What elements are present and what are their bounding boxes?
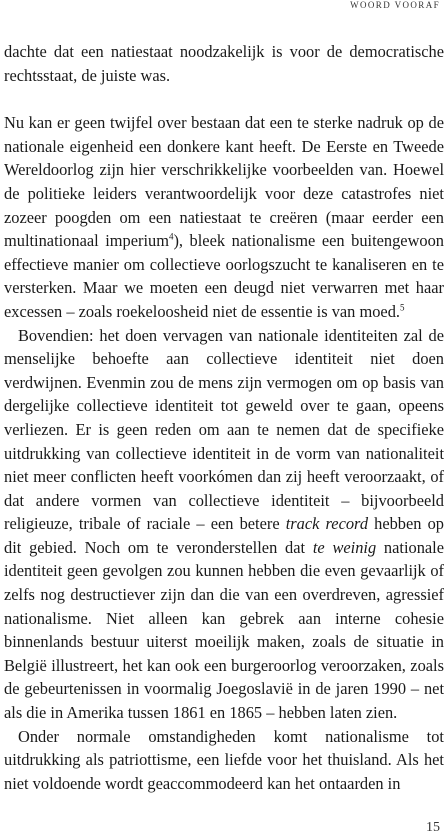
page-number: 15	[426, 820, 440, 835]
body-text	[4, 40, 444, 795]
paragraph	[4, 324, 444, 725]
text-run: Bovendien: het doen vervagen van nationale identiteiten zal de menselijke behoefte aan collectieve identiteit niet doen verdwijnen. Evenmin zou de mens zijn vermogen om op basis van dergelijke collectieve identiteit tot geweld over te gaan, opeens verliezen. Er is geen reden om aan te nemen dat de specifieke uitdrukking van collectieve identiteit in de vorm van nationaliteit niet meer conflicten heeft voorkómen dan zij heeft veroorzaakt, of dat andere vormen van collectieve identiteit – bijvoorbeeld religieuze, tribale of raciale – een betere	[4, 325, 444, 534]
italic-phrase: track record	[285, 514, 369, 534]
paragraph	[4, 111, 444, 323]
footnote-ref: 5	[399, 302, 405, 313]
text-run: nationale identiteit geen gevolgen zou kunnen hebben die even gevaarlijk of zelfs nog destructiever zijn dan die van een overdreven, agressief nationalisme. Niet alleen kan gebrek aan interne cohesie binnenlands bestuur uiterst moeilijk maken, zoals de situatie in België illustreert, het kan ook een burgeroorlog veroorzaken, zoals de gebeurtenissen in voormalig Joegoslavië in de jaren 1990 – net als die in Amerika tussen 1861 en 1865 – hebben laten zien.	[4, 537, 445, 723]
text-run: Onder normale omstandigheden komt nationalisme tot uitdrukking als patriottisme, een liefde voor het thuisland. Als het niet voldoende wordt geaccommodeerd kan het ontaarden in	[4, 726, 444, 793]
italic-phrase: te weinig	[312, 537, 377, 557]
footnote-ref: 4	[168, 231, 174, 242]
paragraph-gap	[4, 87, 444, 111]
text-run: Nu kan er geen twijfel over bestaan dat een te sterke nadruk op de nationale eigenheid een donkere kant heeft. De Eerste en Tweede Wereldoorlog zijn hier verschrikkelijke voorbeelden van. Hoewel de politieke leiders verantwoordelijk voor deze catastrofes niet zozeer poogden om een natiestaat te creëren (maar eerder een multinationaal imperium	[4, 113, 444, 251]
paragraph	[4, 40, 444, 87]
paragraph	[4, 725, 444, 796]
text-run: hebben op dit gebied. Noch om te veronderstellen dat	[4, 514, 444, 557]
running-head: WOORD VOORAF	[350, 0, 440, 10]
text-run: dachte dat een natiestaat noodzakelijk is voor de democratische rechtsstaat, de juiste was.	[4, 42, 444, 85]
text-run: ), bleek nationalisme een buitengewoon effectieve manier om collectieve oorlogszucht te kanaliseren en te versterken. Maar we moeten een deugd niet verwarren met haar excessen – zoals roekeloosheid niet de essentie is van moed.	[4, 231, 444, 321]
